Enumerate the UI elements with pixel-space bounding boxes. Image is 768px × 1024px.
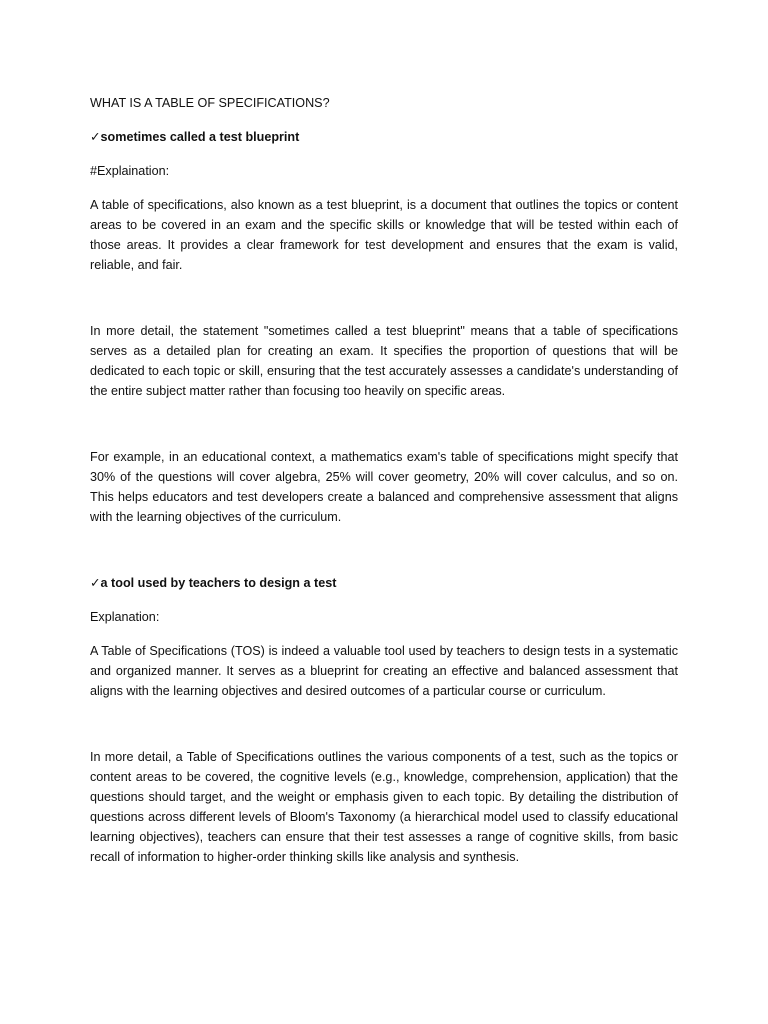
paragraph: For example, in an educational context, a mathematics exam's table of specifications might specify that 30% of the questions will cover algebra, 25% will cover geometry, 20% will cover calculus, and so on. This helps educators and test developers create a balanced and comprehensive assessment that aligns with the learning objectives of the curriculum. <box>90 450 678 524</box>
spacer <box>90 415 678 447</box>
spacer <box>90 541 678 573</box>
spacer <box>90 289 678 321</box>
explanation-label: Explanation: <box>90 610 160 624</box>
paragraph: In more detail, the statement "sometimes called a test blueprint" means that a table of specifications serves as a detailed plan for creating an exam. It specifies the proportion of questions that will be dedicated to each topic or skill, ensuring that the test accurately assesses a candidate's understanding of the entire subject matter rather than focusing too heavily on specific areas. <box>90 324 678 398</box>
paragraph: A table of specifications, also known as a test blueprint, is a document that outlines the topics or content areas to be covered in an exam and the specific skills or knowledge that will be tested within each of those areas. It provides a clear framework for test development and ensures that the exam is valid, reliable, and fair. <box>90 198 678 272</box>
document-title: WHAT IS A TABLE OF SPECIFICATIONS? <box>90 96 330 110</box>
document-page <box>90 93 678 881</box>
section-heading-teacher-tool: ✓a tool used by teachers to design a test <box>90 576 337 590</box>
section-heading-test-blueprint: ✓sometimes called a test blueprint <box>90 130 300 144</box>
explanation-label: #Explaination: <box>90 164 170 178</box>
paragraph: In more detail, a Table of Specifications outlines the various components of a test, such as the topics or content areas to be covered, the cognitive levels (e.g., knowledge, comprehension, application) that the questions should target, and the weight or emphasis given to each topic. By detailing the distribution of questions across different levels of Bloom's Taxonomy (a hierarchical model used to classify educational learning objectives), teachers can ensure that their test assesses a range of cognitive skills, from basic recall of information to higher-order thinking skills like analysis and synthesis. <box>90 750 678 864</box>
spacer <box>90 715 678 747</box>
paragraph: A Table of Specifications (TOS) is indeed a valuable tool used by teachers to design tests in a systematic and organized manner. It serves as a blueprint for creating an effective and balanced assessment that aligns with the learning objectives and desired outcomes of a particular course or curriculum. <box>90 644 678 698</box>
